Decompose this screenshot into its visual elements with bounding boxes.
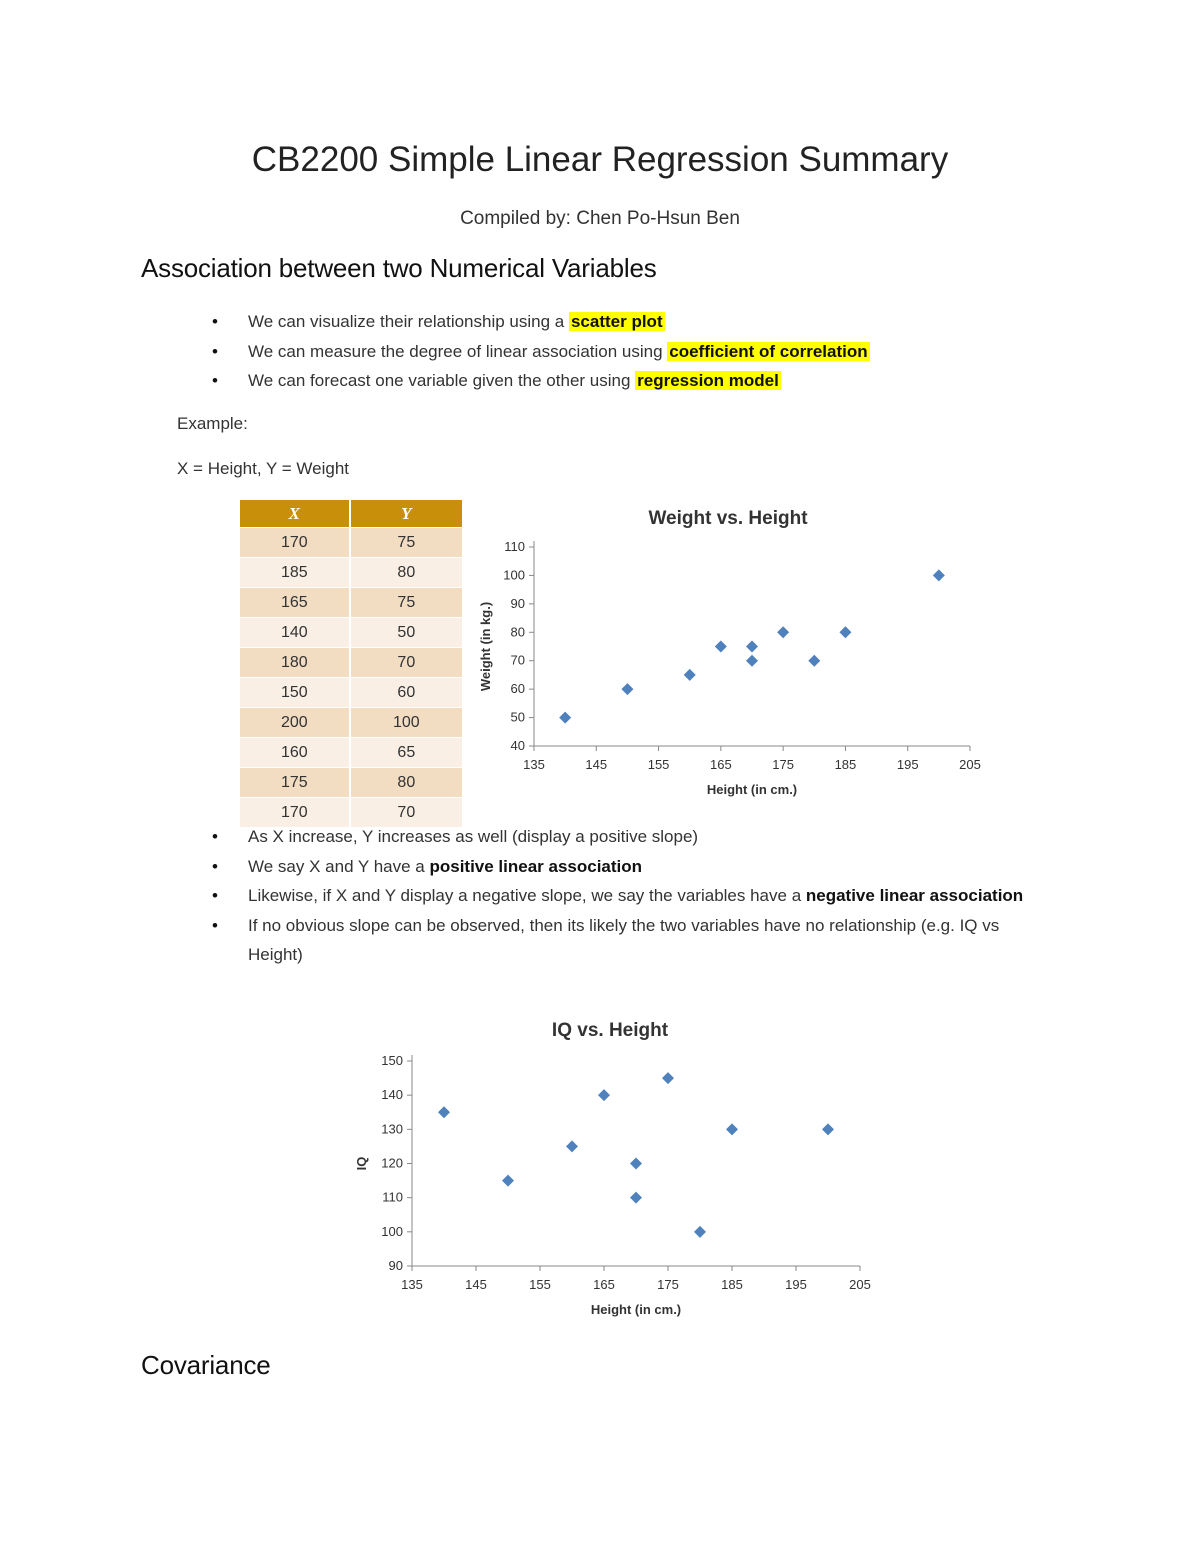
cell-x: 200 xyxy=(240,708,350,738)
x-tick-label: 175 xyxy=(772,757,794,772)
data-point xyxy=(933,569,945,581)
table-row xyxy=(240,528,463,558)
cell-x: 175 xyxy=(240,768,350,798)
y-tick-label: 90 xyxy=(388,1258,403,1273)
data-point xyxy=(746,641,758,653)
data-point xyxy=(630,1158,642,1170)
y-tick-label: 110 xyxy=(382,1189,403,1205)
y-tick-label: 110 xyxy=(504,539,525,554)
table-row xyxy=(240,648,463,678)
data-point xyxy=(822,1123,834,1135)
data-point xyxy=(808,655,820,667)
data-point xyxy=(502,1175,514,1187)
highlight-regression: regression model xyxy=(637,371,779,390)
data-point xyxy=(694,1226,706,1238)
table-row xyxy=(240,558,463,588)
chart-title: IQ vs. Height xyxy=(551,1020,669,1041)
bullet-positive-slope xyxy=(212,822,1032,852)
bullet-text: Likewise, if X and Y display a negative slope, we say the variables have a xyxy=(248,886,806,905)
cell-y: 50 xyxy=(350,618,463,648)
y-tick-label: 100 xyxy=(503,567,525,583)
table-row xyxy=(240,738,463,768)
y-tick-label: 150 xyxy=(381,1053,403,1068)
data-point xyxy=(559,712,571,724)
x-tick-label: 175 xyxy=(657,1277,679,1292)
y-tick-label: 80 xyxy=(510,624,525,640)
x-tick-label: 135 xyxy=(523,757,545,772)
cell-x: 170 xyxy=(240,528,350,558)
data-point xyxy=(746,655,758,667)
table-header-y: Y xyxy=(350,500,463,528)
cell-y: 60 xyxy=(350,678,463,708)
section-heading-association: Association between two Numerical Variables xyxy=(141,253,657,283)
cell-y: 70 xyxy=(350,798,463,828)
section-heading-covariance: Covariance xyxy=(141,1350,271,1380)
author-line: Compiled by: Chen Po-Hsun Ben xyxy=(460,208,740,229)
cell-x: 180 xyxy=(240,648,350,678)
x-tick-label: 155 xyxy=(647,757,670,772)
bullet-no-relationship xyxy=(212,911,1032,970)
data-point xyxy=(777,626,789,638)
cell-x: 170 xyxy=(240,798,350,828)
cell-x: 165 xyxy=(240,588,350,618)
table-row xyxy=(240,618,463,648)
bullet-correlation xyxy=(212,337,1032,367)
cell-y: 80 xyxy=(350,558,463,588)
table-row xyxy=(240,768,463,798)
association-bullet-list xyxy=(212,822,1032,970)
chart-title: Weight vs. Height xyxy=(648,508,808,529)
bullet-negative-association xyxy=(212,881,1032,911)
x-tick-label: 145 xyxy=(585,757,608,772)
bullet-scatter-plot xyxy=(212,307,1032,337)
cell-y: 100 xyxy=(350,708,463,738)
x-axis-label: Height (in cm.) xyxy=(706,782,798,797)
bullet-text: We can forecast one variable given the other using xyxy=(248,371,636,390)
x-tick-label: 205 xyxy=(959,757,981,772)
table-row xyxy=(240,678,463,708)
x-tick-label: 185 xyxy=(721,1277,743,1292)
y-tick-label: 120 xyxy=(381,1155,403,1171)
data-point xyxy=(726,1123,738,1135)
variables-line: X = Height, Y = Weight xyxy=(177,459,350,478)
data-point xyxy=(715,641,727,653)
x-tick-label: 205 xyxy=(849,1277,871,1292)
data-point xyxy=(621,683,633,695)
cell-y: 65 xyxy=(350,738,463,768)
cell-x: 150 xyxy=(240,678,350,708)
cell-y: 75 xyxy=(350,528,463,558)
cell-y: 70 xyxy=(350,648,463,678)
data-point xyxy=(598,1089,610,1101)
data-point xyxy=(438,1106,450,1118)
data-point xyxy=(839,626,851,638)
y-tick-label: 140 xyxy=(381,1087,403,1103)
cell-x: 140 xyxy=(240,618,350,648)
intro-bullet-list xyxy=(212,307,1032,396)
x-tick-label: 195 xyxy=(785,1277,807,1292)
highlight-scatter-plot: scatter plot xyxy=(570,312,663,331)
y-tick-label: 70 xyxy=(510,652,525,668)
y-tick-label: 100 xyxy=(381,1223,403,1239)
y-tick-label: 60 xyxy=(510,681,525,697)
bullet-positive-association xyxy=(212,852,1032,882)
data-point xyxy=(684,669,696,681)
x-tick-label: 135 xyxy=(401,1277,423,1292)
bullet-text: We say X and Y have a xyxy=(248,856,430,876)
data-point xyxy=(662,1072,674,1084)
table-row xyxy=(240,708,463,738)
y-tick-label: 40 xyxy=(510,738,525,753)
x-axis-label: Height (in cm.) xyxy=(590,1302,682,1317)
y-tick-label: 130 xyxy=(381,1121,403,1137)
x-tick-label: 195 xyxy=(896,757,919,772)
x-tick-label: 165 xyxy=(710,757,732,772)
y-tick-label: 90 xyxy=(510,595,525,611)
x-tick-label: 165 xyxy=(593,1277,615,1292)
table-row xyxy=(240,588,463,618)
table-header-x: X xyxy=(240,500,350,528)
cell-x: 185 xyxy=(240,558,350,588)
height-weight-table xyxy=(240,500,464,827)
bold-positive-association: positive linear association xyxy=(429,856,643,876)
x-tick-label: 155 xyxy=(529,1277,551,1292)
x-tick-label: 185 xyxy=(834,757,857,772)
data-point xyxy=(566,1140,578,1152)
cell-x: 160 xyxy=(240,738,350,768)
iq-height-chart xyxy=(340,1010,880,1326)
y-axis-label: Weight (in kg.) xyxy=(478,601,493,692)
bullet-text: If no obvious slope can be observed, then its likely the two variables have no relationship (e.g. IQ vs Height) xyxy=(248,915,1000,964)
cell-y: 80 xyxy=(350,768,463,798)
highlight-correlation: coefficient of correlation xyxy=(669,341,868,361)
weight-height-chart xyxy=(466,498,996,808)
bullet-text: We can visualize their relationship using a xyxy=(248,312,569,331)
document-title: CB2200 Simple Linear Regression Summary xyxy=(251,140,949,179)
cell-y: 75 xyxy=(350,588,463,618)
bullet-regression xyxy=(212,366,1032,396)
y-tick-label: 50 xyxy=(510,709,525,725)
data-point xyxy=(630,1192,642,1204)
x-tick-label: 145 xyxy=(465,1277,487,1292)
y-axis-label: IQ xyxy=(354,1156,369,1171)
bullet-text: As X increase, Y increases as well (display a positive slope) xyxy=(248,827,699,846)
example-label: Example: xyxy=(177,414,248,433)
bold-negative-association: negative linear association xyxy=(805,886,1024,905)
bullet-text: We can measure the degree of linear association using xyxy=(248,341,668,361)
